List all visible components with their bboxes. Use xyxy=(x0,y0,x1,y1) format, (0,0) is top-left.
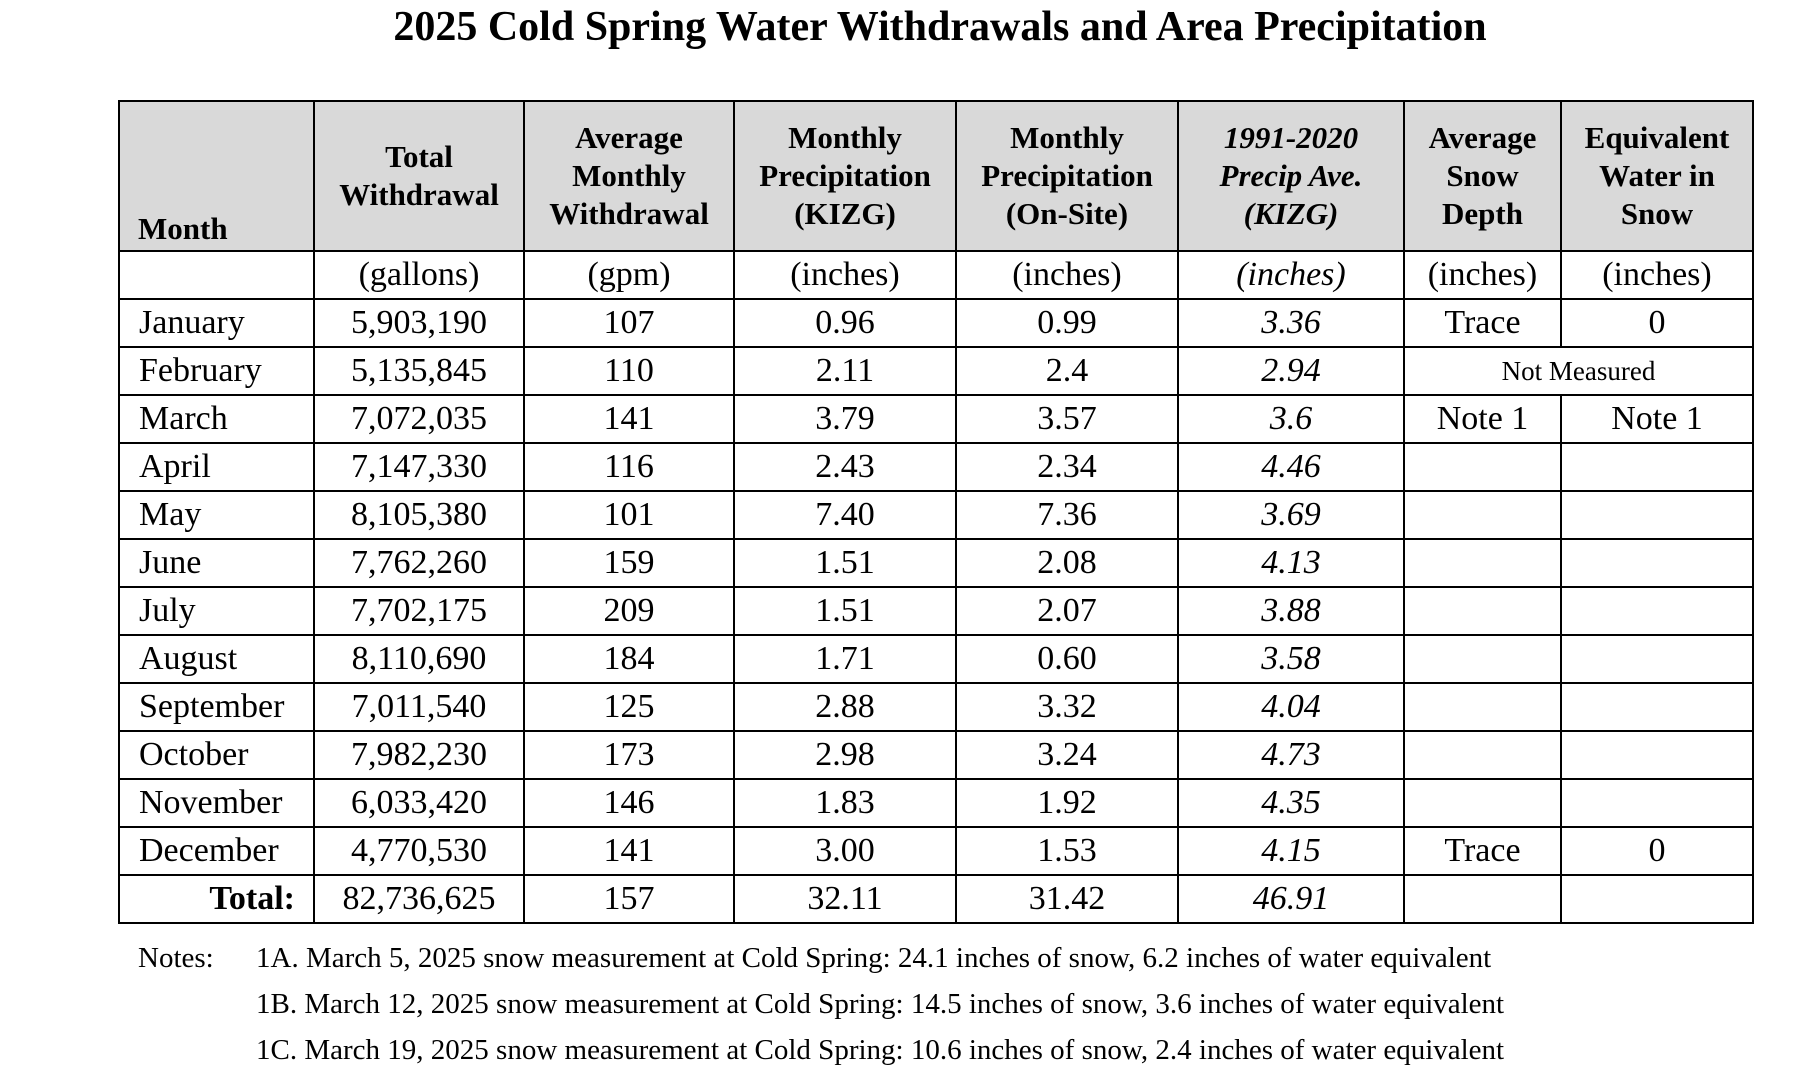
header-row xyxy=(119,101,1753,251)
total-row xyxy=(119,875,1753,923)
column-header-precip-average: 1991-2020 Precip Ave. (KIZG) xyxy=(1178,101,1404,251)
water-in-snow-cell xyxy=(1561,635,1753,683)
average-withdrawal-cell: 209 xyxy=(524,587,734,635)
snow-depth-cell xyxy=(1404,539,1561,587)
precip-kizg-cell: 2.88 xyxy=(734,683,956,731)
average-withdrawal-cell: 141 xyxy=(524,827,734,875)
precip-onsite-cell: 3.57 xyxy=(956,395,1178,443)
water-in-snow-total xyxy=(1561,875,1753,923)
snow-depth-cell xyxy=(1404,587,1561,635)
precip-onsite-cell: 1.92 xyxy=(956,779,1178,827)
precip-onsite-total: 31.42 xyxy=(956,875,1178,923)
average-withdrawal-cell: 125 xyxy=(524,683,734,731)
water-in-snow-cell xyxy=(1561,731,1753,779)
total-withdrawal-cell: 7,011,540 xyxy=(314,683,524,731)
table-row xyxy=(119,347,1753,395)
average-withdrawal-cell: 173 xyxy=(524,731,734,779)
average-withdrawal-cell: 116 xyxy=(524,443,734,491)
precip-average-cell: 4.15 xyxy=(1178,827,1404,875)
total-withdrawal-cell: 7,982,230 xyxy=(314,731,524,779)
precip-kizg-cell: 7.40 xyxy=(734,491,956,539)
precip-kizg-cell: 1.51 xyxy=(734,539,956,587)
precip-kizg-total: 32.11 xyxy=(734,875,956,923)
total-withdrawal-cell: 8,110,690 xyxy=(314,635,524,683)
snow-depth-cell xyxy=(1404,491,1561,539)
average-withdrawal-cell: 159 xyxy=(524,539,734,587)
column-header-total-withdrawal: Total Withdrawal xyxy=(314,101,524,251)
precip-kizg-cell: 3.00 xyxy=(734,827,956,875)
column-header-month: Month xyxy=(119,101,314,251)
water-in-snow-cell xyxy=(1561,683,1753,731)
unit-cell xyxy=(119,251,314,299)
precip-onsite-cell: 3.32 xyxy=(956,683,1178,731)
total-withdrawal-cell: 7,762,260 xyxy=(314,539,524,587)
column-header-precip-kizg: Monthly Precipitation (KIZG) xyxy=(734,101,956,251)
month-cell: March xyxy=(119,395,314,443)
precip-onsite-cell: 2.07 xyxy=(956,587,1178,635)
total-withdrawal-cell: 5,903,190 xyxy=(314,299,524,347)
unit-cell: (inches) xyxy=(956,251,1178,299)
table-row xyxy=(119,395,1753,443)
units-row xyxy=(119,251,1753,299)
table-row xyxy=(119,491,1753,539)
precip-average-cell: 4.46 xyxy=(1178,443,1404,491)
table-row xyxy=(119,827,1753,875)
total-withdrawal-cell: 8,105,380 xyxy=(314,491,524,539)
table-row xyxy=(119,779,1753,827)
precip-average-cell: 3.36 xyxy=(1178,299,1404,347)
total-withdrawal-total: 82,736,625 xyxy=(314,875,524,923)
total-label: Total: xyxy=(119,875,314,923)
precip-average-cell: 4.04 xyxy=(1178,683,1404,731)
unit-cell: (inches) xyxy=(1404,251,1561,299)
table-row xyxy=(119,539,1753,587)
table-row xyxy=(119,587,1753,635)
precip-average-cell: 3.6 xyxy=(1178,395,1404,443)
precip-kizg-cell: 2.43 xyxy=(734,443,956,491)
precip-average-cell: 3.58 xyxy=(1178,635,1404,683)
water-in-snow-cell xyxy=(1561,539,1753,587)
total-withdrawal-cell: 6,033,420 xyxy=(314,779,524,827)
not-measured-cell: Not Measured xyxy=(1404,347,1753,395)
precip-kizg-cell: 1.83 xyxy=(734,779,956,827)
column-header-average-monthly-withdrawal: Average Monthly Withdrawal xyxy=(524,101,734,251)
month-cell: October xyxy=(119,731,314,779)
average-withdrawal-cell: 184 xyxy=(524,635,734,683)
page-title: 2025 Cold Spring Water Withdrawals and Area Precipitation xyxy=(393,4,1487,50)
snow-depth-cell xyxy=(1404,731,1561,779)
precip-average-cell: 4.13 xyxy=(1178,539,1404,587)
snow-depth-cell xyxy=(1404,683,1561,731)
table-row xyxy=(119,443,1753,491)
average-withdrawal-cell: 101 xyxy=(524,491,734,539)
unit-cell: (gallons) xyxy=(314,251,524,299)
column-header-water-in-snow: Equivalent Water in Snow xyxy=(1561,101,1753,251)
month-cell: July xyxy=(119,587,314,635)
precip-onsite-cell: 0.60 xyxy=(956,635,1178,683)
column-header-precip-onsite: Monthly Precipitation (On-Site) xyxy=(956,101,1178,251)
month-cell: June xyxy=(119,539,314,587)
snow-depth-cell xyxy=(1404,443,1561,491)
unit-cell: (gpm) xyxy=(524,251,734,299)
water-in-snow-cell: 0 xyxy=(1561,827,1753,875)
total-withdrawal-cell: 4,770,530 xyxy=(314,827,524,875)
water-in-snow-cell: Note 1 xyxy=(1561,395,1753,443)
precip-average-cell: 3.88 xyxy=(1178,587,1404,635)
snow-depth-cell: Trace xyxy=(1404,827,1561,875)
month-cell: December xyxy=(119,827,314,875)
precip-kizg-cell: 2.11 xyxy=(734,347,956,395)
withdrawal-table xyxy=(118,100,1754,924)
water-in-snow-cell xyxy=(1561,491,1753,539)
snow-depth-cell xyxy=(1404,635,1561,683)
precip-onsite-cell: 1.53 xyxy=(956,827,1178,875)
table-row xyxy=(119,683,1753,731)
snow-depth-cell: Note 1 xyxy=(1404,395,1561,443)
note-1a: 1A. March 5, 2025 snow measurement at Cold Spring: 24.1 inches of snow, 6.2 inches of water equivalent xyxy=(256,942,1492,974)
precip-kizg-cell: 3.79 xyxy=(734,395,956,443)
unit-cell: (inches) xyxy=(1178,251,1404,299)
precip-average-cell: 3.69 xyxy=(1178,491,1404,539)
precip-onsite-cell: 2.34 xyxy=(956,443,1178,491)
water-in-snow-cell xyxy=(1561,779,1753,827)
total-withdrawal-cell: 7,072,035 xyxy=(314,395,524,443)
precip-kizg-cell: 1.71 xyxy=(734,635,956,683)
precip-onsite-cell: 2.08 xyxy=(956,539,1178,587)
precip-onsite-cell: 7.36 xyxy=(956,491,1178,539)
water-in-snow-cell xyxy=(1561,443,1753,491)
table-row xyxy=(119,635,1753,683)
average-withdrawal-cell: 107 xyxy=(524,299,734,347)
table-row xyxy=(119,731,1753,779)
precip-kizg-cell: 0.96 xyxy=(734,299,956,347)
notes-label: Notes: xyxy=(138,942,214,974)
month-cell: February xyxy=(119,347,314,395)
note-1b: 1B. March 12, 2025 snow measurement at Cold Spring: 14.5 inches of snow, 3.6 inches of water equivalent xyxy=(256,988,1505,1020)
precip-onsite-cell: 2.4 xyxy=(956,347,1178,395)
precip-onsite-cell: 3.24 xyxy=(956,731,1178,779)
precip-average-cell: 4.73 xyxy=(1178,731,1404,779)
water-in-snow-cell: 0 xyxy=(1561,299,1753,347)
precip-kizg-cell: 2.98 xyxy=(734,731,956,779)
month-cell: January xyxy=(119,299,314,347)
month-cell: May xyxy=(119,491,314,539)
total-withdrawal-cell: 7,702,175 xyxy=(314,587,524,635)
unit-cell: (inches) xyxy=(734,251,956,299)
unit-cell: (inches) xyxy=(1561,251,1753,299)
month-cell: April xyxy=(119,443,314,491)
average-withdrawal-cell: 141 xyxy=(524,395,734,443)
month-cell: August xyxy=(119,635,314,683)
snow-depth-total xyxy=(1404,875,1561,923)
average-withdrawal-cell: 146 xyxy=(524,779,734,827)
month-cell: November xyxy=(119,779,314,827)
precip-average-cell: 2.94 xyxy=(1178,347,1404,395)
total-withdrawal-cell: 5,135,845 xyxy=(314,347,524,395)
average-withdrawal-cell: 110 xyxy=(524,347,734,395)
water-in-snow-cell xyxy=(1561,587,1753,635)
snow-depth-cell: Trace xyxy=(1404,299,1561,347)
precip-average-total: 46.91 xyxy=(1178,875,1404,923)
table-row xyxy=(119,299,1753,347)
precip-kizg-cell: 1.51 xyxy=(734,587,956,635)
month-cell: September xyxy=(119,683,314,731)
column-header-snow-depth: Average Snow Depth xyxy=(1404,101,1561,251)
total-withdrawal-cell: 7,147,330 xyxy=(314,443,524,491)
average-withdrawal-total: 157 xyxy=(524,875,734,923)
note-1c: 1C. March 19, 2025 snow measurement at Cold Spring: 10.6 inches of snow, 2.4 inches of water equivalent xyxy=(256,1034,1505,1066)
precip-average-cell: 4.35 xyxy=(1178,779,1404,827)
precip-onsite-cell: 0.99 xyxy=(956,299,1178,347)
snow-depth-cell xyxy=(1404,779,1561,827)
